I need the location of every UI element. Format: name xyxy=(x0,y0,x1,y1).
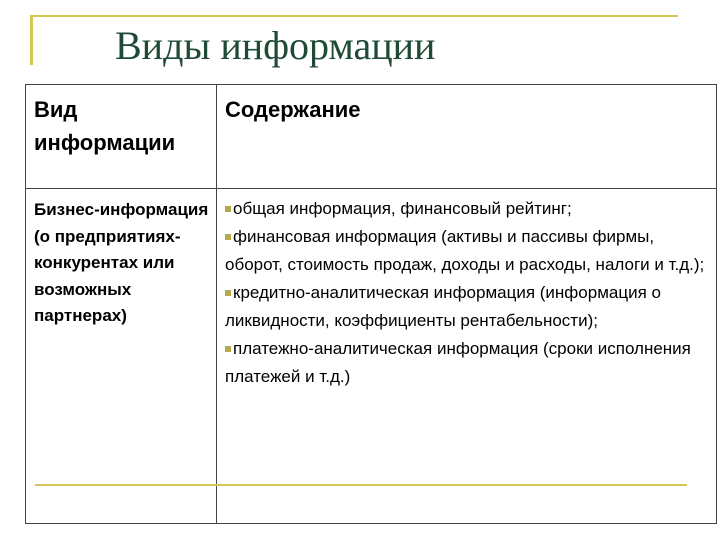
square-bullet-icon xyxy=(225,346,231,352)
table-header-row xyxy=(26,85,717,189)
content-item: платежно-аналитическая информация (сроки исполнения платежей и т.д.) xyxy=(225,339,691,386)
square-bullet-icon xyxy=(225,234,231,240)
header-content: Содержание xyxy=(217,85,717,189)
table-row xyxy=(26,189,717,524)
square-bullet-icon xyxy=(225,206,231,212)
content-item: общая информация, финансовый рейтинг; xyxy=(225,195,712,223)
decorative-bottom-line xyxy=(35,484,687,486)
slide-title: Виды информации xyxy=(115,23,436,68)
row-type-cell: Бизнес-информация (о предприятиях-конкурентах или возможных партнерах) xyxy=(26,189,217,524)
header-type: Вид информации xyxy=(26,85,217,189)
row-content-cell xyxy=(217,189,717,524)
decorative-top-line xyxy=(30,15,678,17)
square-bullet-icon xyxy=(225,290,231,296)
content-item: кредитно-аналитическая информация (информация о ликвидности, коэффициенты рентабельности); xyxy=(225,283,661,330)
information-types-table xyxy=(25,84,717,524)
decorative-vertical-line xyxy=(30,15,33,65)
content-item: финансовая информация (активы и пассивы фирмы, оборот, стоимость продаж, доходы и расходы, налоги и т.д.); xyxy=(225,227,705,274)
